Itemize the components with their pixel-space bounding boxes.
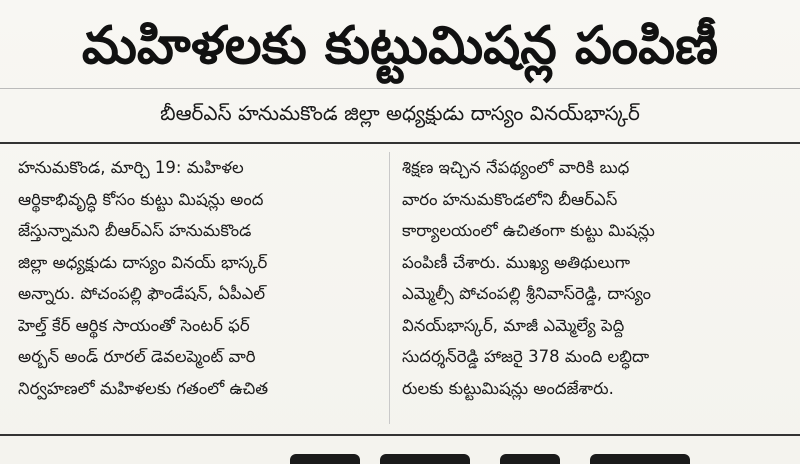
headline: మహిళలకు కుట్టుమిషన్ల పంపిణీ: [81, 16, 719, 76]
article-line: రులకు కుట్టుమిషన్లు అందజేశారు.: [402, 378, 614, 398]
section-divider: [0, 142, 800, 144]
article-line: జిల్లా అధ్యక్షుడు దాస్యం వినయ్ భాస్కర్: [18, 252, 268, 272]
article-line: వారం హనుమకొండలోని బీఆర్ఎస్: [402, 189, 618, 209]
bottom-rule: [0, 434, 800, 436]
article-line: వినయ్‌భాస్కర్, మాజీ ఎమ్మెల్యే పెద్ది: [402, 315, 625, 335]
article-line: సుదర్శన్‌రెడ్డి హాజరై 378 మంది లబ్ధిదా: [402, 347, 650, 366]
cropped-glyph: [590, 454, 690, 464]
article-line: శిక్షణ ఇచ్చిన నేపథ్యంలో వారికి బుధ: [402, 158, 630, 177]
cropped-glyph: [500, 454, 560, 464]
subheadline: బీఆర్ఎస్ హనుమకొండ జిల్లా అధ్యక్షుడు దాస్యం వినయ్‌భాస్కర్: [160, 101, 640, 125]
article-line: జేస్తున్నామని బీఆర్ఎస్ హనుమకొండ: [18, 221, 252, 240]
cropped-glyph: [380, 454, 470, 464]
top-rule: [0, 88, 800, 89]
article-line: పంపిణీ చేశారు. ముఖ్య అతిథులుగా: [402, 252, 631, 272]
article-line: నిర్వహణలో మహిళలకు గతంలో ఉచిత: [18, 378, 269, 398]
article-line: కార్యాలయంలో ఉచితంగా కుట్టు మిషన్లు: [402, 221, 655, 240]
column-divider: [389, 152, 390, 424]
article-line: హెల్త్ కేర్ ఆర్థిక సాయంతో సెంటర్ ఫర్: [18, 315, 250, 335]
article-line: హనుమకొండ, మార్చి 19: మహిళల: [18, 158, 244, 177]
cropped-glyph: [290, 454, 360, 464]
article-column-left: [18, 152, 376, 404]
article-line: ఆర్థికాభివృద్ధి కోసం కుట్టు మిషన్లు అంద: [18, 189, 264, 209]
article-column-right: [402, 152, 760, 404]
article-line: అన్నారు. పోచంపల్లి ఫౌండేషన్, ఏపీఎల్: [18, 284, 266, 303]
cropped-next-headline: [250, 442, 710, 464]
article-line: ఎమ్మెల్సీ పోచంపల్లి శ్రీనివాస్‌రెడ్డి, దాస్యం: [402, 284, 651, 303]
article-line: అర్బన్ అండ్ రూరల్ డెవలప్మెంట్ వారి: [18, 347, 256, 366]
